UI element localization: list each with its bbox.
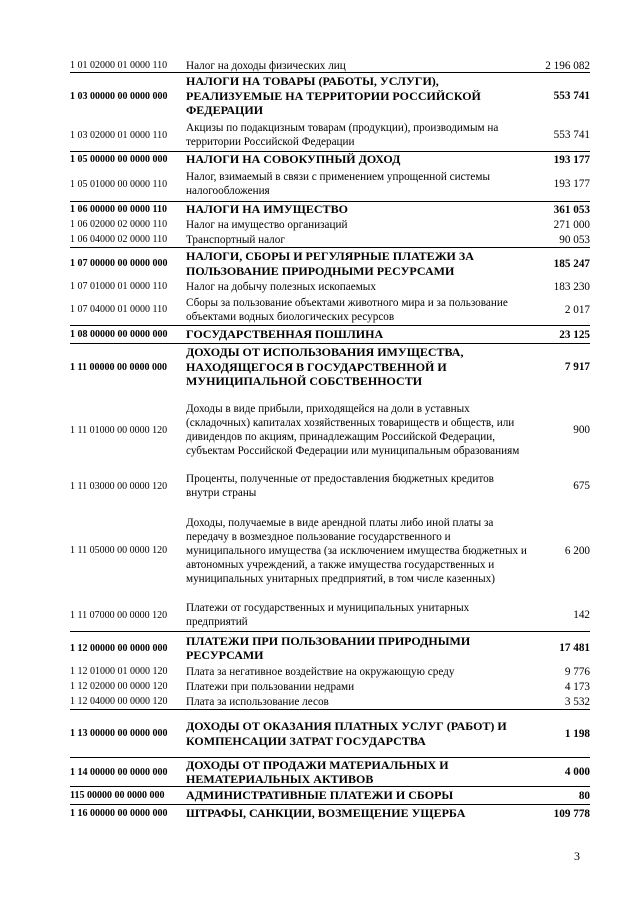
budget-code: 1 12 01000 01 0000 120 (70, 666, 168, 677)
revenue-name: Доходы, получаемые в виде арендной платы либо иной платы за передачу в возмездное пользование государственного и муниципального имущества (за исключением имущества бюджетных и автономных учреждений, а также имущества государственных и муниципальных унитарных предприятий, в том числе казенных) (186, 516, 527, 585)
revenue-name: Плата за негативное воздействие на окружающую среду (186, 665, 455, 678)
revenue-amount: 4 173 (564, 680, 590, 693)
table-row (70, 217, 590, 232)
budget-code: 1 07 00000 00 0000 000 (70, 258, 168, 269)
budget-code: 1 06 00000 00 0000 110 (70, 204, 167, 215)
page-number: 3 (574, 849, 580, 863)
table-row (70, 502, 590, 599)
budget-code: 1 07 01000 01 0000 110 (70, 281, 168, 292)
revenue-name: ШТРАФЫ, САНКЦИИ, ВОЗМЕЩЕНИЕ УЩЕРБА (186, 806, 466, 821)
budget-code: 1 14 00000 00 0000 000 (70, 766, 168, 778)
budget-code: 1 05 01000 00 0000 110 (70, 178, 168, 190)
budget-code: 1 11 05000 00 0000 120 (70, 545, 168, 556)
revenue-amount: 185 247 (553, 257, 590, 270)
table-row (70, 279, 590, 294)
revenue-name: ДОХОДЫ ОТ ИСПОЛЬЗОВАНИЯ ИМУЩЕСТВА, НАХОДЯЩЕГОСЯ В ГОСУДАРСТВЕННОЙ И МУНИЦИПАЛЬНОЙ СОБСТВЕННОСТИ (186, 345, 464, 389)
table-row (70, 201, 590, 217)
table-row (70, 694, 590, 709)
budget-code: 1 11 03000 00 0000 120 (70, 480, 168, 492)
revenue-name: ДОХОДЫ ОТ ПРОДАЖИ МАТЕРИАЛЬНЫХ И НЕМАТЕРИАЛЬНЫХ АКТИВОВ (186, 757, 449, 786)
revenue-amount: 142 (573, 609, 590, 621)
revenue-name: Налог на имущество организаций (186, 218, 348, 231)
budget-code: 1 11 01000 00 0000 120 (70, 424, 168, 436)
revenue-amount: 271 000 (553, 218, 590, 231)
table-row (70, 72, 590, 119)
revenue-name: Налог, взимаемый в связи с применением упрощенной системы налогообложения (186, 171, 490, 197)
table-row (70, 470, 590, 502)
revenue-amount: 17 481 (559, 642, 590, 654)
revenue-amount: 80 (578, 789, 590, 802)
revenue-amount: 3 532 (564, 695, 590, 708)
revenue-amount: 4 000 (564, 766, 590, 778)
budget-code: 1 06 02000 02 0000 110 (70, 219, 168, 230)
revenue-amount: 7 917 (564, 361, 590, 373)
table-row (70, 294, 590, 325)
revenue-name: НАЛОГИ НА СОВОКУПНЫЙ ДОХОД (186, 152, 401, 167)
revenue-amount: 900 (573, 424, 590, 436)
revenue-name: НАЛОГИ НА ИМУЩЕСТВО (186, 202, 348, 217)
revenue-name: НАЛОГИ НА ТОВАРЫ (РАБОТЫ, УСЛУГИ), РЕАЛИЗУЕМЫЕ НА ТЕРРИТОРИИ РОССИЙСКОЙ ФЕДЕРАЦИИ (186, 74, 481, 118)
table-row (70, 232, 590, 247)
table-row (70, 757, 590, 786)
revenue-amount: 1 198 (564, 727, 590, 740)
revenue-amount: 9 776 (564, 665, 590, 678)
revenue-amount: 183 230 (553, 280, 590, 293)
budget-code: 1 12 02000 00 0000 120 (70, 681, 168, 692)
budget-code: 1 11 07000 00 0000 120 (70, 609, 168, 621)
table-row (70, 343, 590, 390)
budget-code: 1 08 00000 00 0000 000 (70, 329, 168, 340)
revenue-name: Акцизы по подакцизным товарам (продукции), производимым на территории Российской Федерации (186, 122, 499, 148)
table-row (70, 679, 590, 694)
revenue-name: ГОСУДАРСТВЕННАЯ ПОШЛИНА (186, 327, 384, 342)
revenue-amount: 6 200 (564, 544, 590, 557)
revenue-name: Платежи от государственных и муниципальных унитарных предприятий (186, 602, 470, 628)
budget-code: 1 12 04000 00 0000 120 (70, 696, 168, 707)
revenue-amount: 90 053 (559, 233, 590, 246)
revenue-name: ДОХОДЫ ОТ ОКАЗАНИЯ ПЛАТНЫХ УСЛУГ (РАБОТ) И КОМПЕНСАЦИИ ЗАТРАТ ГОСУДАРСТВА (186, 719, 507, 748)
table-row (70, 59, 590, 72)
table-row (70, 325, 590, 343)
budget-code: 1 01 02000 01 0000 110 (70, 60, 168, 71)
revenue-name: Платежи при пользовании недрами (186, 680, 355, 693)
table-row (70, 631, 590, 664)
table-row (70, 167, 590, 201)
revenue-amount: 23 125 (559, 328, 590, 341)
table-row (70, 786, 590, 804)
table-row (70, 247, 590, 279)
budget-code: 1 16 00000 00 0000 000 (70, 808, 168, 819)
table-row (70, 390, 590, 470)
revenue-amount: 193 177 (553, 178, 590, 190)
budget-code: 1 03 00000 00 0000 000 (70, 90, 168, 102)
revenue-amount: 2 196 082 (545, 59, 590, 72)
revenue-amount: 675 (573, 480, 590, 492)
table-row (70, 119, 590, 151)
table-row (70, 664, 590, 679)
revenue-name: Транспортный налог (186, 233, 285, 246)
budget-code: 1 03 02000 01 0000 110 (70, 129, 168, 141)
revenue-name: Проценты, полученные от предоставления бюджетных кредитов внутри страны (186, 473, 494, 499)
table-row (70, 709, 590, 757)
revenue-name: Налог на доходы физических лиц (186, 59, 346, 72)
revenue-name: Сборы за пользование объектами животного мира и за пользование объектами водных биологических ресурсов (186, 296, 508, 323)
budget-code: 1 12 00000 00 0000 000 (70, 642, 168, 654)
budget-code: 1 05 00000 00 0000 000 (70, 154, 168, 165)
revenue-amount: 193 177 (553, 153, 590, 166)
revenue-amount: 2 017 (564, 303, 590, 316)
budget-code: 1 06 04000 02 0000 110 (70, 234, 168, 245)
revenue-amount: 109 778 (553, 807, 590, 820)
revenue-name: НАЛОГИ, СБОРЫ И РЕГУЛЯРНЫЕ ПЛАТЕЖИ ЗА ПОЛЬЗОВАНИЕ ПРИРОДНЫМИ РЕСУРСАМИ (186, 249, 474, 278)
revenue-name: Доходы в виде прибыли, приходящейся на доли в уставных (складочных) капиталах хозяйственных товариществ и обществ, или дивидендов по акциям, принадлежащим Российской Федерации, субъектам Российской Федерации или муниципальным образованиям (186, 403, 520, 457)
budget-code: 1 11 00000 00 0000 000 (70, 361, 167, 373)
table-row (70, 151, 590, 167)
budget-code: 115 00000 00 0000 000 (70, 790, 165, 801)
revenue-amount: 553 741 (553, 129, 590, 141)
revenue-name: Налог на добычу полезных ископаемых (186, 280, 376, 293)
budget-code: 1 13 00000 00 0000 000 (70, 728, 168, 739)
table-row (70, 599, 590, 631)
revenue-table (70, 59, 590, 822)
revenue-name: ПЛАТЕЖИ ПРИ ПОЛЬЗОВАНИИ ПРИРОДНЫМИ РЕСУРСАМИ (186, 633, 471, 662)
revenue-amount: 553 741 (553, 90, 590, 102)
revenue-name: АДМИНИСТРАТИВНЫЕ ПЛАТЕЖИ И СБОРЫ (186, 788, 454, 803)
budget-code: 1 07 04000 01 0000 110 (70, 304, 168, 315)
table-row (70, 804, 590, 822)
revenue-name: Плата за использование лесов (186, 695, 329, 708)
revenue-amount: 361 053 (553, 203, 590, 216)
